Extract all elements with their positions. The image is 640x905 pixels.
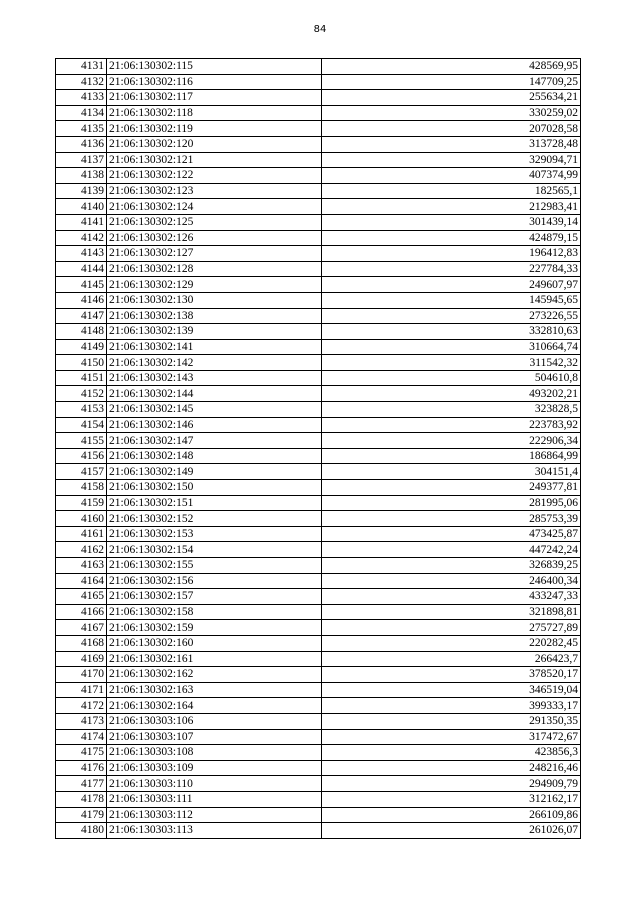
table-row [56,667,581,683]
cadastral-number-cell: 21:06:130302:158 [107,604,322,620]
cadastral-number-cell: 21:06:130303:113 [107,823,322,839]
cadastral-value-cell: 147709,25 [322,74,581,90]
row-number-cell: 4155 [56,433,107,449]
cadastral-number-cell: 21:06:130302:152 [107,511,322,527]
table-row [56,823,581,839]
cadastral-number-cell: 21:06:130302:122 [107,168,322,184]
table-row [56,324,581,340]
row-number-cell: 4169 [56,651,107,667]
table-row [56,74,581,90]
cadastral-number-cell: 21:06:130302:155 [107,558,322,574]
row-number-cell: 4167 [56,620,107,636]
cadastral-number-cell: 21:06:130302:148 [107,448,322,464]
table-row [56,651,581,667]
table-row [56,292,581,308]
row-number-cell: 4179 [56,807,107,823]
cadastral-number-cell: 21:06:130302:159 [107,620,322,636]
cadastral-value-cell: 223783,92 [322,417,581,433]
table-row [56,448,581,464]
cadastral-value-cell: 249607,97 [322,277,581,293]
cadastral-value-cell: 281995,06 [322,495,581,511]
table-row [56,402,581,418]
table-row [56,121,581,137]
cadastral-number-cell: 21:06:130302:118 [107,105,322,121]
row-number-cell: 4165 [56,589,107,605]
table-row [56,682,581,698]
table-row [56,246,581,262]
cadastral-value-cell: 433247,33 [322,589,581,605]
table-row [56,59,581,75]
cadastral-value-cell: 310664,74 [322,339,581,355]
row-number-cell: 4160 [56,511,107,527]
cadastral-number-cell: 21:06:130302:120 [107,136,322,152]
row-number-cell: 4172 [56,698,107,714]
table-row [56,386,581,402]
cadastral-number-cell: 21:06:130302:126 [107,230,322,246]
table-row [56,480,581,496]
table-row [56,417,581,433]
row-number-cell: 4144 [56,261,107,277]
table-row [56,713,581,729]
cadastral-value-cell: 261026,07 [322,823,581,839]
table-row [56,776,581,792]
cadastral-value-cell: 145945,65 [322,292,581,308]
cadastral-number-cell: 21:06:130302:127 [107,246,322,262]
table-row [56,558,581,574]
table-row [56,308,581,324]
cadastral-value-cell: 212983,41 [322,199,581,215]
cadastral-value-cell: 186864,99 [322,448,581,464]
cadastral-value-cell: 326839,25 [322,558,581,574]
row-number-cell: 4151 [56,370,107,386]
row-number-cell: 4177 [56,776,107,792]
cadastral-value-cell: 313728,48 [322,136,581,152]
cadastral-number-cell: 21:06:130302:164 [107,698,322,714]
cadastral-number-cell: 21:06:130303:106 [107,713,322,729]
table-row [56,542,581,558]
row-number-cell: 4178 [56,791,107,807]
row-number-cell: 4148 [56,324,107,340]
row-number-cell: 4147 [56,308,107,324]
row-number-cell: 4145 [56,277,107,293]
cadastral-value-cell: 255634,21 [322,90,581,106]
row-number-cell: 4141 [56,214,107,230]
table-row [56,136,581,152]
row-number-cell: 4166 [56,604,107,620]
cadastral-number-cell: 21:06:130302:125 [107,214,322,230]
cadastral-value-cell: 447242,24 [322,542,581,558]
cadastral-number-cell: 21:06:130302:156 [107,573,322,589]
row-number-cell: 4152 [56,386,107,402]
table-row [56,199,581,215]
table-row [56,90,581,106]
table-row [56,745,581,761]
cadastral-value-cell: 249377,81 [322,480,581,496]
cadastral-number-cell: 21:06:130302:147 [107,433,322,449]
table-row [56,635,581,651]
cadastral-number-cell: 21:06:130302:128 [107,261,322,277]
cadastral-value-cell: 285753,39 [322,511,581,527]
cadastral-value-cell: 220282,45 [322,635,581,651]
row-number-cell: 4142 [56,230,107,246]
row-number-cell: 4146 [56,292,107,308]
cadastral-number-cell: 21:06:130302:129 [107,277,322,293]
cadastral-number-cell: 21:06:130302:151 [107,495,322,511]
table-row [56,573,581,589]
cadastral-value-cell: 317472,67 [322,729,581,745]
cadastral-number-cell: 21:06:130302:142 [107,355,322,371]
cadastral-value-cell: 222906,34 [322,433,581,449]
cadastral-value-cell: 196412,83 [322,246,581,262]
cadastral-number-cell: 21:06:130303:111 [107,791,322,807]
row-number-cell: 4163 [56,558,107,574]
cadastral-number-cell: 21:06:130302:149 [107,464,322,480]
table-row [56,433,581,449]
cadastral-number-cell: 21:06:130303:110 [107,776,322,792]
cadastral-number-cell: 21:06:130302:124 [107,199,322,215]
cadastral-value-cell: 266423,7 [322,651,581,667]
row-number-cell: 4162 [56,542,107,558]
row-number-cell: 4164 [56,573,107,589]
table-row [56,214,581,230]
cadastral-value-cell: 248216,46 [322,760,581,776]
table-row [56,698,581,714]
table-row [56,277,581,293]
cadastral-value-cell: 227784,33 [322,261,581,277]
cadastral-value-cell: 291350,35 [322,713,581,729]
row-number-cell: 4168 [56,635,107,651]
cadastral-number-cell: 21:06:130303:107 [107,729,322,745]
cadastral-value-cell: 275727,89 [322,620,581,636]
cadastral-value-cell: 321898,81 [322,604,581,620]
row-number-cell: 4157 [56,464,107,480]
cadastral-number-cell: 21:06:130302:153 [107,526,322,542]
cadastral-number-cell: 21:06:130302:144 [107,386,322,402]
cadastral-value-cell: 332810,63 [322,324,581,340]
cadastral-number-cell: 21:06:130302:130 [107,292,322,308]
row-number-cell: 4138 [56,168,107,184]
cadastral-number-cell: 21:06:130302:145 [107,402,322,418]
row-number-cell: 4180 [56,823,107,839]
cadastral-value-cell: 273226,55 [322,308,581,324]
cadastral-value-cell: 312162,17 [322,791,581,807]
cadastral-value-cell: 407374,99 [322,168,581,184]
row-number-cell: 4139 [56,183,107,199]
page-number: 84 [313,24,327,35]
cadastral-value-table [55,58,581,839]
row-number-cell: 4153 [56,402,107,418]
row-number-cell: 4175 [56,745,107,761]
table-row [56,230,581,246]
cadastral-number-cell: 21:06:130302:119 [107,121,322,137]
table-row [56,729,581,745]
table-body [56,59,581,839]
cadastral-number-cell: 21:06:130303:109 [107,760,322,776]
cadastral-value-cell: 301439,14 [322,214,581,230]
cadastral-number-cell: 21:06:130302:116 [107,74,322,90]
table-row [56,339,581,355]
cadastral-value-cell: 504610,8 [322,370,581,386]
row-number-cell: 4132 [56,74,107,90]
cadastral-value-cell: 473425,87 [322,526,581,542]
table-row [56,807,581,823]
row-number-cell: 4150 [56,355,107,371]
cadastral-number-cell: 21:06:130302:139 [107,324,322,340]
cadastral-value-cell: 493202,21 [322,386,581,402]
cadastral-number-cell: 21:06:130303:112 [107,807,322,823]
cadastral-value-cell: 378520,17 [322,667,581,683]
table-row [56,464,581,480]
table-row [56,355,581,371]
row-number-cell: 4156 [56,448,107,464]
cadastral-value-cell: 329094,71 [322,152,581,168]
table-row [56,620,581,636]
row-number-cell: 4134 [56,105,107,121]
row-number-cell: 4136 [56,136,107,152]
table-row [56,791,581,807]
table-row [56,370,581,386]
row-number-cell: 4140 [56,199,107,215]
table-row [56,152,581,168]
cadastral-value-cell: 428569,95 [322,59,581,75]
row-number-cell: 4149 [56,339,107,355]
cadastral-value-cell: 424879,15 [322,230,581,246]
cadastral-number-cell: 21:06:130302:162 [107,667,322,683]
table-row [56,526,581,542]
cadastral-number-cell: 21:06:130302:157 [107,589,322,605]
row-number-cell: 4158 [56,480,107,496]
row-number-cell: 4143 [56,246,107,262]
cadastral-value-cell: 330259,02 [322,105,581,121]
cadastral-value-cell: 266109,86 [322,807,581,823]
cadastral-number-cell: 21:06:130303:108 [107,745,322,761]
row-number-cell: 4159 [56,495,107,511]
cadastral-number-cell: 21:06:130302:138 [107,308,322,324]
cadastral-value-cell: 182565,1 [322,183,581,199]
table-row [56,105,581,121]
cadastral-value-cell: 423856,3 [322,745,581,761]
cadastral-number-cell: 21:06:130302:154 [107,542,322,558]
cadastral-value-cell: 294909,79 [322,776,581,792]
cadastral-number-cell: 21:06:130302:161 [107,651,322,667]
cadastral-value-cell: 399333,17 [322,698,581,714]
table-row [56,760,581,776]
table-row [56,168,581,184]
table-row [56,183,581,199]
row-number-cell: 4174 [56,729,107,745]
row-number-cell: 4170 [56,667,107,683]
cadastral-value-cell: 311542,32 [322,355,581,371]
table-row [56,589,581,605]
cadastral-value-cell: 207028,58 [322,121,581,137]
cadastral-number-cell: 21:06:130302:146 [107,417,322,433]
row-number-cell: 4133 [56,90,107,106]
cadastral-value-cell: 246400,34 [322,573,581,589]
cadastral-number-cell: 21:06:130302:141 [107,339,322,355]
row-number-cell: 4161 [56,526,107,542]
table-row [56,495,581,511]
cadastral-number-cell: 21:06:130302:150 [107,480,322,496]
cadastral-value-cell: 346519,04 [322,682,581,698]
table-row [56,261,581,277]
row-number-cell: 4131 [56,59,107,75]
cadastral-number-cell: 21:06:130302:123 [107,183,322,199]
row-number-cell: 4137 [56,152,107,168]
row-number-cell: 4173 [56,713,107,729]
cadastral-number-cell: 21:06:130302:117 [107,90,322,106]
cadastral-number-cell: 21:06:130302:160 [107,635,322,651]
row-number-cell: 4171 [56,682,107,698]
row-number-cell: 4176 [56,760,107,776]
row-number-cell: 4154 [56,417,107,433]
cadastral-number-cell: 21:06:130302:121 [107,152,322,168]
cadastral-number-cell: 21:06:130302:115 [107,59,322,75]
row-number-cell: 4135 [56,121,107,137]
cadastral-value-cell: 304151,4 [322,464,581,480]
cadastral-number-cell: 21:06:130302:163 [107,682,322,698]
cadastral-value-cell: 323828,5 [322,402,581,418]
table-row [56,604,581,620]
cadastral-number-cell: 21:06:130302:143 [107,370,322,386]
table-row [56,511,581,527]
